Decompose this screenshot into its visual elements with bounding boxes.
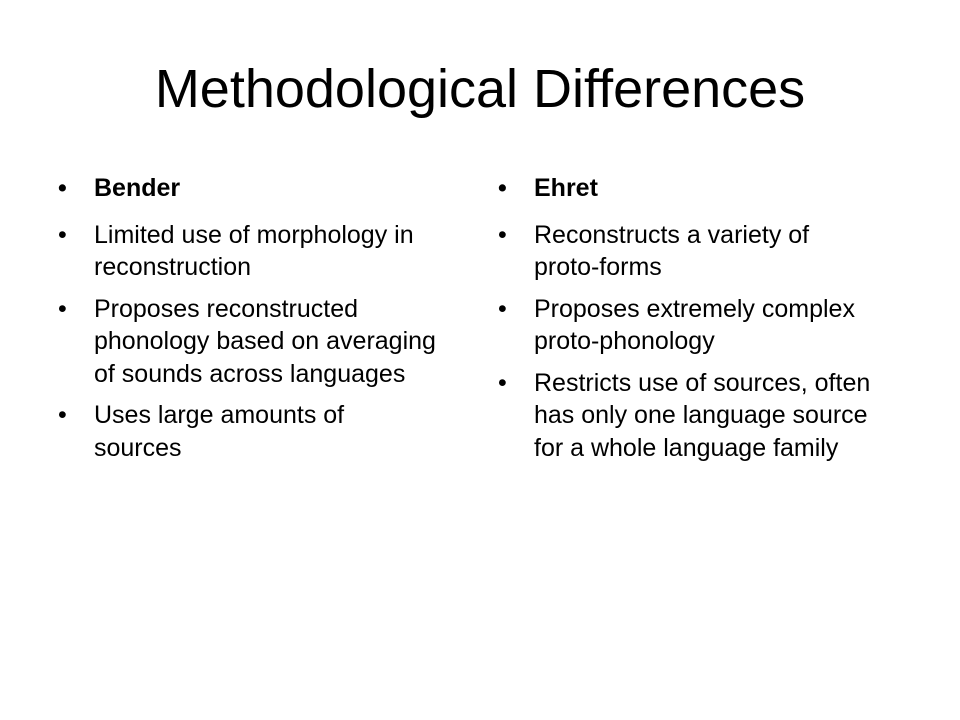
list-item-text: Restricts use of sources, often has only one language source for a whole language family [534, 368, 871, 462]
bullet-icon: • [498, 174, 507, 202]
list-item [498, 293, 878, 358]
bullet-icon: • [58, 401, 67, 429]
bullet-icon: • [58, 220, 67, 249]
right-column-heading-item [498, 172, 878, 205]
list-item-text: Limited use of morphology in reconstruction [94, 220, 414, 281]
right-column-list [498, 172, 878, 473]
list-item-text: Reconstructs a variety of proto-forms [534, 220, 810, 281]
list-item [498, 219, 878, 284]
left-column-list [58, 172, 438, 473]
list-item [498, 367, 878, 465]
list-item-text: Uses large amounts of sources [94, 401, 345, 462]
list-item [58, 399, 438, 464]
list-item [58, 219, 438, 284]
left-column-heading: Bender [94, 174, 181, 202]
bullet-icon: • [58, 294, 67, 323]
right-column-heading: Ehret [534, 174, 598, 202]
list-item [58, 293, 438, 391]
list-item-text: Proposes reconstructed phonology based on averaging of sounds across languages [94, 294, 436, 388]
bullet-icon: • [498, 368, 507, 397]
left-column-heading-item [58, 172, 438, 205]
slide-title: Methodological Differences [154, 59, 806, 119]
bullet-icon: • [58, 174, 67, 202]
list-item-text: Proposes extremely complex proto-phonology [534, 294, 855, 355]
bullet-icon: • [498, 220, 507, 249]
bullet-icon: • [498, 294, 507, 323]
